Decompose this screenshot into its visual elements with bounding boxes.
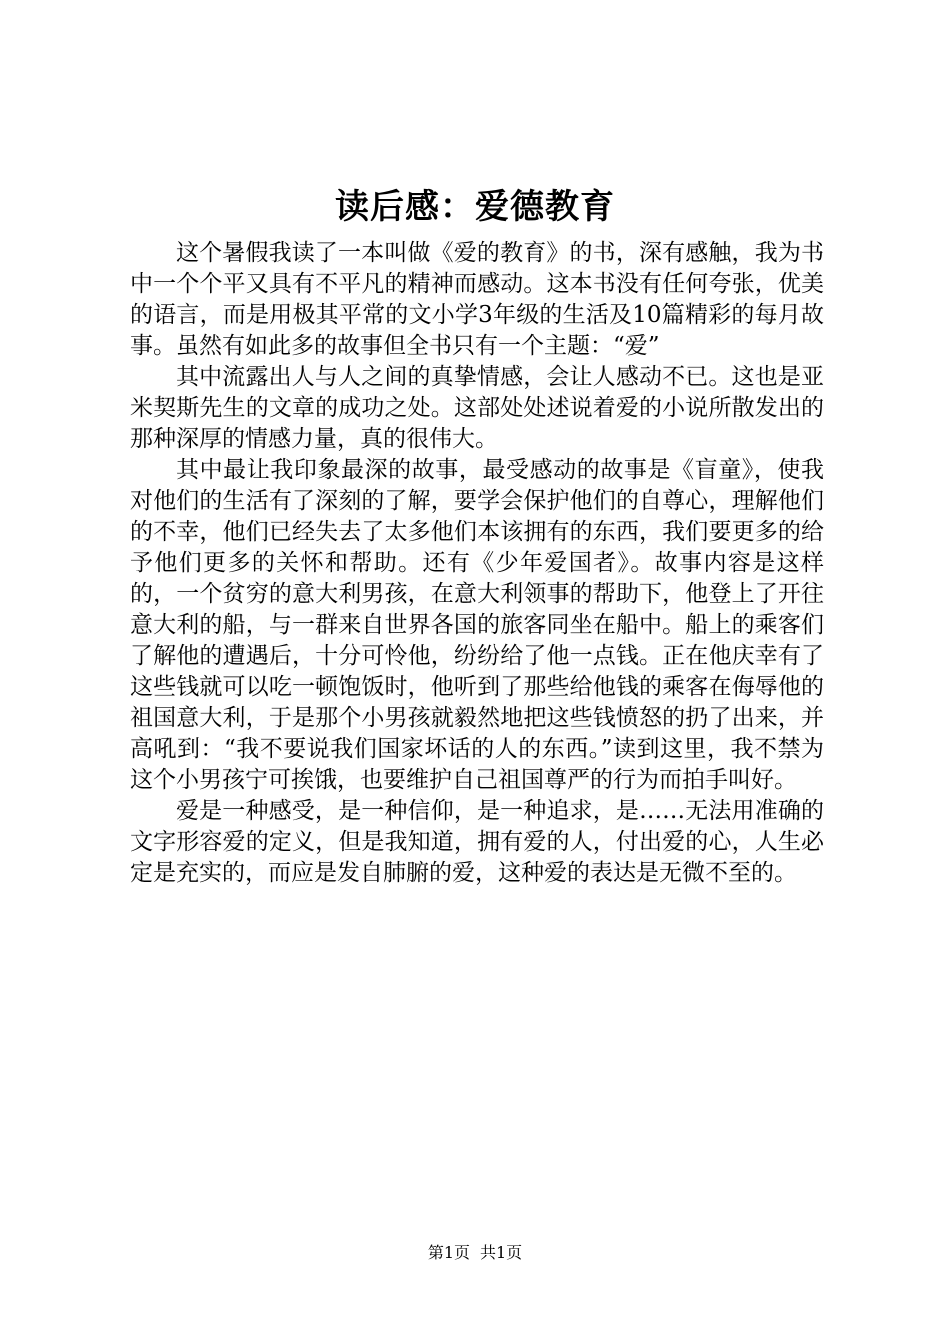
page-footer	[0, 1242, 950, 1264]
page-number: 第1页	[427, 1243, 470, 1262]
page-total: 共1页	[480, 1243, 523, 1262]
paragraph: 爱是一种感受，是一种信仰，是一种追求，是……无法用准确的文字形容爱的定义，但是我知道，拥有爱的人，付出爱的心，人生必定是充实的，而应是发自肺腑的爱，这种爱的表达是无微不至的。	[130, 798, 824, 886]
paragraph: 其中最让我印象最深的故事，最受感动的故事是《盲童》，使我对他们的生活有了深刻的了解，要学会保护他们的自尊心，理解他们的不幸，他们已经失去了太多他们本该拥有的东西，我们要更多的给予他们更多的关怀和帮助。还有《少年爱国者》。故事内容是这样的，一个贫穷的意大利男孩，在意大利领事的帮助下，他登上了开往意大利的船，与一群来自世界各国的旅客同坐在船中。船上的乘客们了解他的遭遇后，十分可怜他，纷纷给了他一点钱。正在他庆幸有了这些钱就可以吃一顿饱饭时，他听到了那些给他钱的乘客在侮辱他的祖国意大利，于是那个小男孩就毅然地把这些钱愤怒的扔了出来，并高吼到：“我不要说我们国家坏话的人的东西。”读到这里，我不禁为这个小男孩宁可挨饿，也要维护自己祖国尊严的行为而拍手叫好。	[130, 457, 824, 793]
paragraph: 其中流露出人与人之间的真挚情感，会让人感动不已。这也是亚米契斯先生的文章的成功之处。这部处处述说着爱的小说所散发出的那种深厚的情感力量，真的很伟大。	[130, 364, 824, 452]
document-title: 读后感：爱德教育	[335, 187, 615, 227]
document-body	[130, 238, 824, 889]
paragraph: 这个暑假我读了一本叫做《爱的教育》的书，深有感触，我为书中一个个平又具有不平凡的精神而感动。这本书没有任何夸张，优美的语言，而是用极其平常的文小学3年级的生活及10篇精彩的每月故事。虽然有如此多的故事但全书只有一个主题：“爱”	[130, 240, 824, 359]
